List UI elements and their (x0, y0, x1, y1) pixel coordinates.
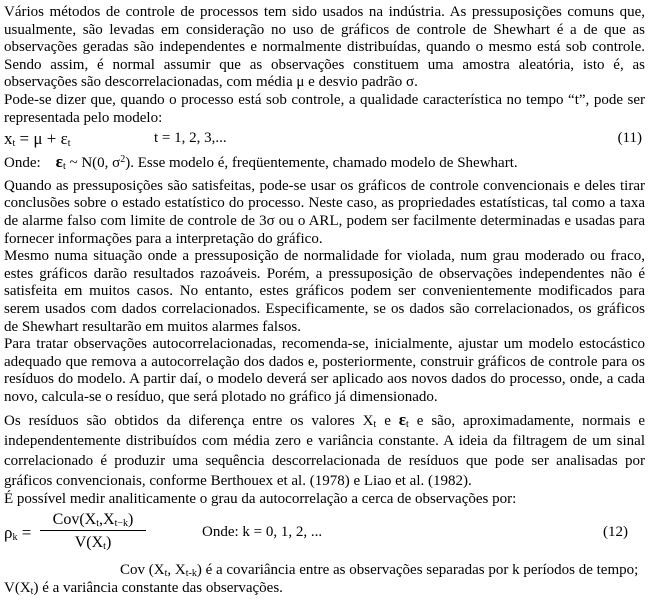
paragraph-assumptions: Quando as pressuposições são satisfeitas, pode-se usar os gráficos de controle convencionais e deles tirar conclusões sobre o estado estatístico do processo. Neste caso, as propriedades estatísticas, tal como a taxa de alarme falso com limite de controle de 3σ ou o ARL, podem ser facilmente determinadas e usadas para fornecer informações para a interpretação do gráfico. (4, 177, 645, 247)
equation-12-lag-index: Onde: k = 0, 1, 2, ... (202, 524, 323, 541)
note-covariance: Cov ($X_t$, $X_{t-k}$) é a covariância entre as observações separadas por k períodos de tempo; (120, 562, 639, 580)
paragraph-autocorrelated: Para tratar observações autocorrelacionadas, recomenda-se, inicialmente, ajustar um modelo estocástico adequado que remova a autocorrelação dos dados e, posteriormente, construir gráficos de controle para os resíduos do modelo. A partir daí, o modelo deverá ser aplicado aos novos dados do processo, onde, a cada novo, calcula-se o resíduo, que será plotado no gráfico já dimensionado. (4, 336, 645, 405)
paragraph-measure: É possível medir analiticamente o grau da autocorrelação a cerca de observações por: (4, 491, 517, 508)
paragraph-normality: Mesmo numa situação onde a pressuposição de normalidade for violada, num grau moderado ou fraco, estes gráficos darão resultados razoáveis. Porém, a pressuposição de observações independentes não é satisfeita em muitos casos. No entanto, estes gráficos podem ser convenientemente modificados para serem usados com dados correlacionados. Especificamente, se os dados são correlacionados, os gráficos de Shewhart resultarão em muitos alarmes falsos. (4, 248, 645, 335)
equation-12-number: (12) (603, 524, 628, 541)
equation-11-number: (11) (617, 130, 642, 147)
document-page (4, 4, 645, 597)
equation-12-denominator: $V(X_t)$ (74, 533, 112, 552)
equation-11-definition: Onde: $\varepsilon_t$ ~ N(0, $\sigma^2$). Esse modelo é, freqüentemente, chamado modelo de Shewhart. (4, 152, 518, 173)
paragraph-model-intro: Pode-se dizer que, quando o processo está sob controle, a qualidade característica no tempo “t”, pode ser representada pelo modelo: (4, 91, 645, 126)
equation-12-fraction (40, 511, 146, 551)
equation-12 (4, 511, 645, 559)
equation-11-formula: $x_t = \mu + \varepsilon_t$ (4, 129, 71, 150)
equation-11 (4, 127, 645, 151)
paragraph-intro: Vários métodos de controle de processos tem sido usados na indústria. As pressuposições comuns que, usualmente, são levadas em consideração no uso de gráficos de controle de Shewhart é a de que as observações geradas são independentes e normalmente distribuídas, quando o mesmo está sob controle. Sendo assim, é normal assumir que as observações constituem uma amostra aleatória, isto é, as observações são descorrelacionadas, com média μ e desvio padrão σ. (4, 4, 645, 91)
note-variance: $V(X_t)$ é a variância constante das observações. (4, 579, 283, 597)
equation-11-time-index: t = 1, 2, 3,... (154, 130, 227, 147)
paragraph-residuals: Os resíduos são obtidos da diferença entre os valores $X_t$ e $\varepsilon_t$ e são, aproximadamente, normais e independentemente distribuídos com média zero e variância constante. A ideia da filtragem de um sinal correlacionado é produzir uma sequência descorrelacionada de resíduos que pode ser analisadas por gráficos convencionais, conforme Berthouex et al. (1978) e Liao et al. (1982). (4, 410, 645, 490)
equation-12-lhs: $\rho_k$ = (4, 523, 32, 544)
equation-12-numerator: $Cov(X_t,X_{t-k})$ (40, 511, 146, 531)
